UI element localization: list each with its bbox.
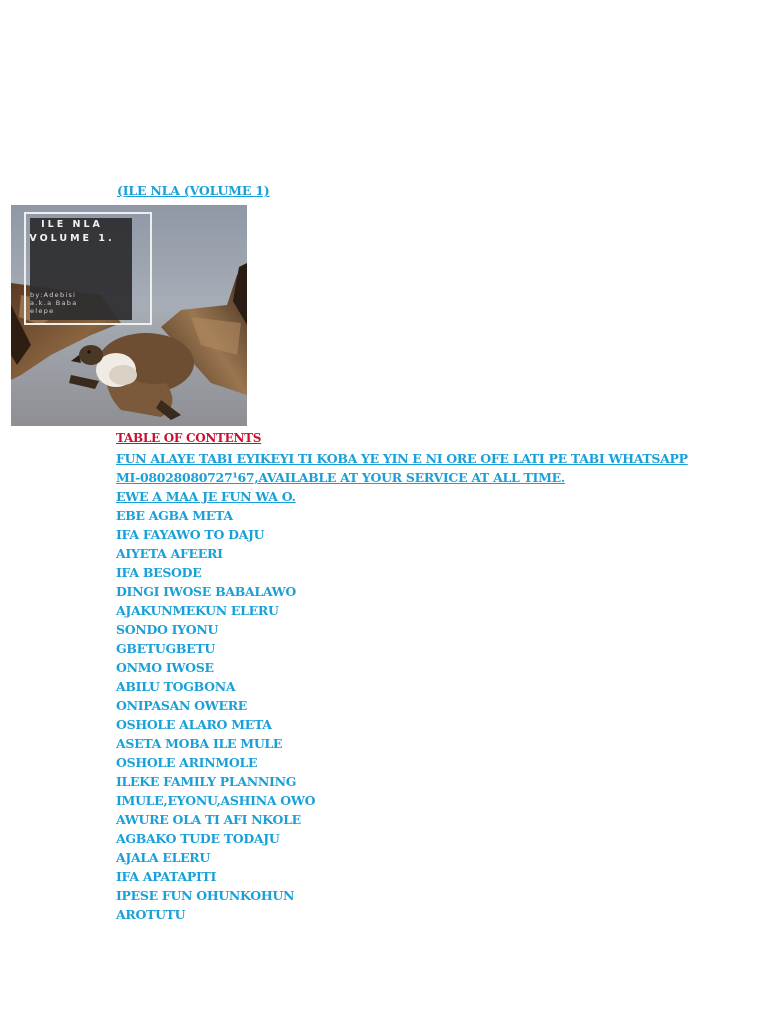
toc-item[interactable]: SONDO IYONU <box>116 622 219 637</box>
toc-item[interactable]: EBE AGBA META <box>116 508 233 523</box>
toc-item[interactable]: ABILU TOGBONA <box>116 679 236 694</box>
book-cover-author-line1: by:Adebisi <box>30 291 77 299</box>
book-cover-author-line3: elepe <box>30 307 55 315</box>
book-cover-title <box>17 218 127 246</box>
toc-item[interactable]: AROTUTU <box>116 907 186 922</box>
cover-image <box>11 205 247 426</box>
intro-line-3[interactable]: EWE A MAA JE FUN WA O. <box>116 489 296 504</box>
toc-item[interactable]: AWURE OLA TI AFI NKOLE <box>116 812 301 827</box>
document-title[interactable]: (ILE NLA (VOLUME 1) <box>117 183 270 198</box>
toc-item[interactable]: IFA BESODE <box>116 565 202 580</box>
toc-item[interactable]: ILEKE FAMILY PLANNING <box>116 774 297 789</box>
toc-item[interactable]: ONMO IWOSE <box>116 660 214 675</box>
book-cover-title-line2: VOLUME 1. <box>29 233 115 244</box>
toc-item[interactable]: IFA FAYAWO TO DAJU <box>116 527 265 542</box>
intro-line-2[interactable]: MI-08028080727¹67,AVAILABLE AT YOUR SERVICE AT ALL TIME. <box>116 470 565 485</box>
toc-list <box>116 449 688 924</box>
toc-item[interactable]: IMULE,EYONU,ASHINA OWO <box>116 793 316 808</box>
toc-item[interactable]: AIYETA AFEERI <box>116 546 223 561</box>
intro-line-1[interactable]: FUN ALAYE TABI EYIKEYI TI KOBA YE YIN E NI ORE OFE LATI PE TABI WHATSAPP <box>116 451 688 466</box>
book-cover-title-line1: ILE NLA <box>41 219 103 230</box>
toc-item[interactable]: AJAKUNMEKUN ELERU <box>116 603 279 618</box>
book-cover-author-line2: a.k.a Baba <box>30 299 78 307</box>
toc-item[interactable]: ASETA MOBA ILE MULE <box>116 736 283 751</box>
toc-item[interactable]: IFA APATAPITI <box>116 869 217 884</box>
toc-item[interactable]: GBETUGBETU <box>116 641 215 656</box>
toc-item[interactable]: AGBAKO TUDE TODAJU <box>116 831 280 846</box>
toc-item[interactable]: OSHOLE ARINMOLE <box>116 755 258 770</box>
toc-item[interactable]: DINGI IWOSE BABALAWO <box>116 584 296 599</box>
toc-item[interactable]: AJALA ELERU <box>116 850 210 865</box>
book-cover-author <box>30 291 110 315</box>
toc-item[interactable]: IPESE FUN OHUNKOHUN <box>116 888 295 903</box>
toc-heading[interactable]: TABLE OF CONTENTS <box>116 431 262 445</box>
toc-item[interactable]: OSHOLE ALARO META <box>116 717 272 732</box>
toc-item[interactable]: ONIPASAN OWERE <box>116 698 248 713</box>
